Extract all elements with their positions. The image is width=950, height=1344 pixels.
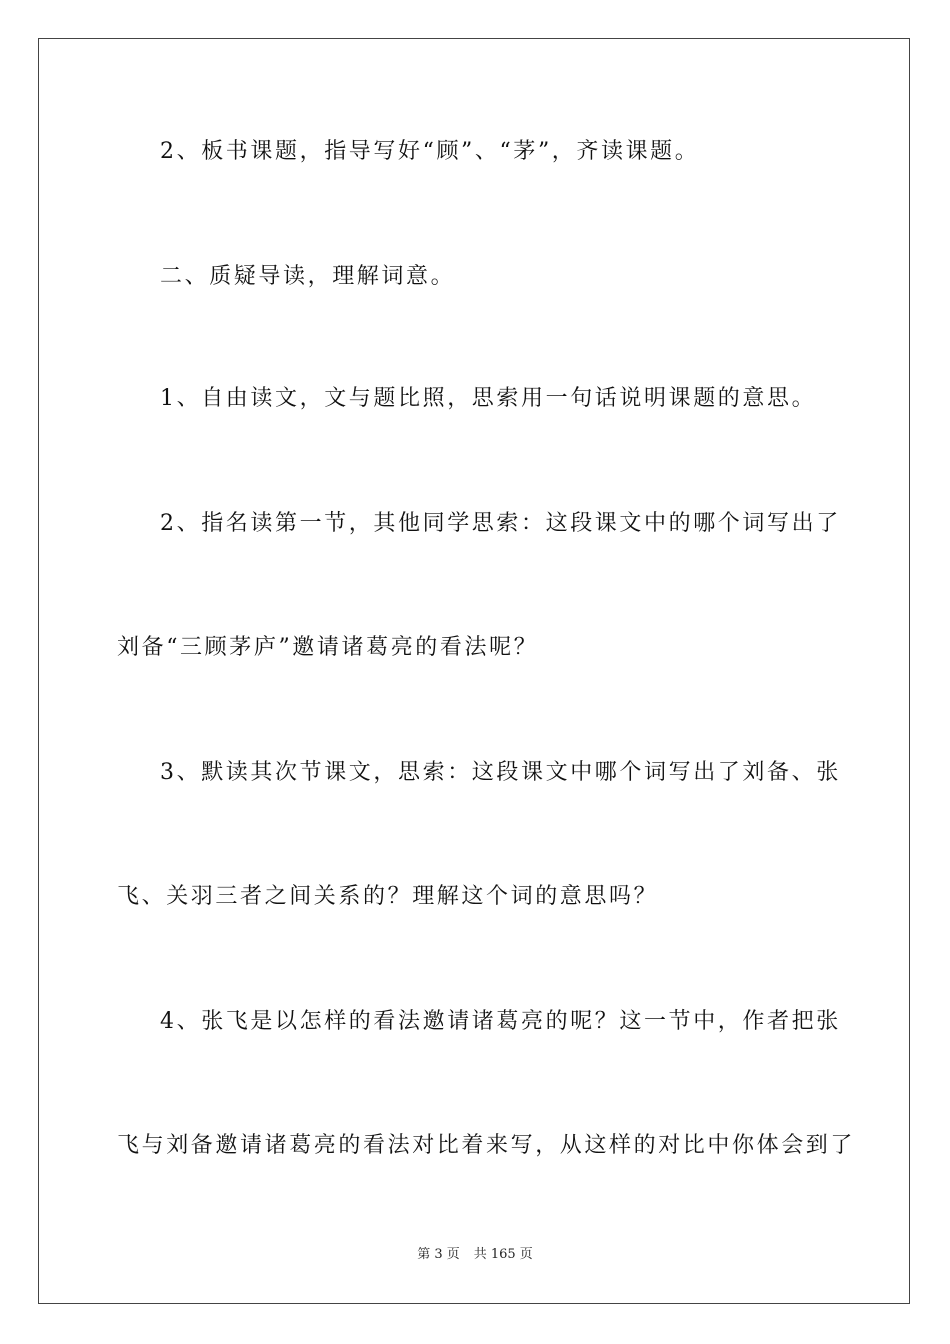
section-heading: 二、质疑导读，理解词意。: [160, 264, 456, 289]
paragraph-line: 飞与刘备邀请诸葛亮的看法对比着来写，从这样的对比中你体会到了: [117, 1133, 856, 1158]
page-total: 共 165 页: [473, 1247, 533, 1262]
paragraph-line: 3、默读其次节课文，思索：这段课文中哪个词写出了刘备、张: [160, 760, 841, 785]
paragraph-line: 刘备“三顾茅庐”邀请诸葛亮的看法呢？: [117, 635, 539, 660]
paragraph-line: 2、指名读第一节，其他同学思索：这段课文中的哪个词写出了: [160, 511, 841, 536]
page-footer: [0, 1246, 950, 1264]
paragraph-line: 2、板书课题，指导写好“顾”、“茅”，齐读课题。: [160, 139, 700, 164]
paragraph-line: 4、张飞是以怎样的看法邀请诸葛亮的呢？这一节中，作者把张: [160, 1009, 841, 1034]
page-number: 第 3 页: [417, 1247, 460, 1262]
page-border: [38, 38, 910, 1304]
paragraph-line: 飞、关羽三者之间关系的？理解这个词的意思吗？: [117, 884, 659, 909]
paragraph-line: 1、自由读文，文与题比照，思索用一句话说明课题的意思。: [160, 386, 817, 411]
